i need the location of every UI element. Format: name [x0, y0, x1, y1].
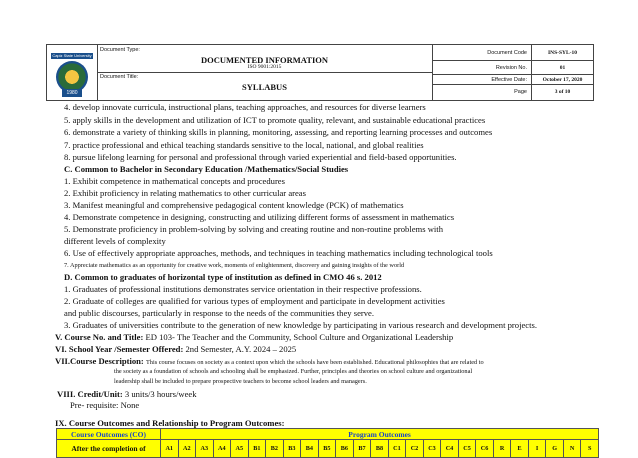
- program-outcome-col: B1: [248, 440, 266, 458]
- course-description-label: VII.Course Description:: [55, 356, 144, 366]
- document-type: DOCUMENTED INFORMATION: [200, 55, 329, 65]
- credit-label: VIII. Credit/Unit:: [57, 389, 123, 399]
- meta-key: Page: [432, 85, 532, 100]
- program-outcome-col: C3: [423, 440, 441, 458]
- document-title: SYLLABUS: [242, 82, 287, 92]
- divider: [97, 72, 432, 73]
- outcome-line: 6. Use of effectively appropriate approaches, methods, and techniques in teaching mathematics including technological tools: [64, 248, 493, 258]
- program-outcome-col: A3: [196, 440, 214, 458]
- program-outcome-col: C2: [406, 440, 424, 458]
- school-year-label: VI. School Year /Semester Offered:: [55, 344, 184, 354]
- header-title-block: [97, 45, 433, 100]
- course-description-text: the society as a foundation of schools and schooling shall be emphasized. Further, principles and theories on school culture and organizational: [114, 368, 473, 375]
- outcome-line: 7. practice professional and ethical teaching standards sensitive to the local, national, and global realities: [64, 140, 424, 150]
- section-heading-c: C. Common to Bachelor in Secondary Education /Mathematics/Social Studies: [64, 164, 349, 174]
- outcome-line: 5. apply skills in the development and utilization of ICT to promote quality, relevant, and sustainable educational practices: [64, 115, 486, 125]
- course-title-label: V. Course No. and Title:: [55, 332, 144, 342]
- school-year-value: 2nd Semester, A.Y. 2024 – 2025: [183, 344, 297, 354]
- outcome-line: 1. Exhibit competence in mathematical concepts and procedures: [64, 176, 285, 186]
- program-outcome-col: B3: [283, 440, 301, 458]
- prerequisite: Pre- requisite: None: [70, 400, 140, 410]
- program-outcome-col: E: [511, 440, 529, 458]
- program-outcome-col: C5: [458, 440, 476, 458]
- logo-banner: Capiz State University: [52, 53, 92, 58]
- outcome-line: 7. Appreciate mathematics as an opportunity for creative work, moments of enlightenment, discovery and gaining insights of the world: [64, 262, 405, 269]
- document-title-label: Document Title:: [100, 74, 139, 80]
- program-outcome-col: B4: [301, 440, 319, 458]
- outcome-line: 2. Exhibit proficiency in relating mathematics to other curricular areas: [64, 188, 306, 198]
- outcome-line: 4. Demonstrate competence in designing, constructing and utilizing different forms of assessment in mathematics: [64, 212, 455, 222]
- row-label: After the completion of: [57, 440, 161, 458]
- program-outcome-col: G: [546, 440, 564, 458]
- program-outcomes-header: Program Outcomes: [161, 429, 599, 440]
- program-outcome-col: A1: [161, 440, 179, 458]
- logo-year: 1980: [62, 89, 82, 97]
- course-title-value: ED 103- The Teacher and the Community, School Culture and Organizational Leadership: [143, 332, 454, 342]
- meta-value: 01: [559, 65, 566, 71]
- meta-value: INS-SYL-10: [547, 50, 578, 56]
- iso-standard: ISO 9001:2015: [247, 64, 282, 70]
- meta-row: [432, 75, 593, 85]
- credit-value: 3 units/3 hours/week: [122, 389, 197, 399]
- university-logo: [47, 45, 98, 100]
- outcome-line: 2. Graduate of colleges are qualified for various types of employment and participate in development activities: [64, 296, 445, 306]
- meta-value: October 17, 2020: [542, 77, 583, 83]
- program-outcome-col: C6: [476, 440, 494, 458]
- program-outcome-col: A5: [231, 440, 249, 458]
- meta-key: Effective Date:: [432, 75, 532, 84]
- meta-row: [432, 85, 593, 100]
- course-description-text: leadership shall be included to prepare prospective teachers to become school leaders and managers.: [114, 378, 367, 385]
- program-outcome-col: R: [493, 440, 511, 458]
- program-outcome-col: B2: [266, 440, 284, 458]
- school-year-line: [55, 344, 296, 354]
- course-outcomes-header: Course Outcomes (CO): [57, 429, 161, 440]
- program-outcome-col: A2: [178, 440, 196, 458]
- program-outcome-col: B5: [318, 440, 336, 458]
- outcome-line: 5. Demonstrate proficiency in problem-solving by solving and creating routine and non-routine problems with: [64, 224, 443, 234]
- meta-row: [432, 61, 593, 75]
- outcome-line: 1. Graduates of professional institutions demonstrates service orientation in their respective professions.: [64, 284, 422, 294]
- section-heading-ix: IX. Course Outcomes and Relationship to Program Outcomes:: [55, 418, 285, 428]
- program-outcome-col: I: [528, 440, 546, 458]
- credit-line: [57, 389, 197, 399]
- document-header: [46, 44, 594, 101]
- meta-value: 3 of 10: [554, 89, 571, 95]
- course-title-line: [55, 332, 453, 342]
- program-outcome-col: B8: [371, 440, 389, 458]
- table-header-row: [57, 429, 599, 440]
- program-outcome-col: A4: [213, 440, 231, 458]
- outcomes-table: [56, 428, 599, 458]
- program-outcome-col: B6: [336, 440, 354, 458]
- program-outcome-col: N: [563, 440, 581, 458]
- document-meta: [432, 45, 593, 100]
- course-description-text: This course focuses on society as a context upon which the schools have been established. Educational philosophies that are related to: [145, 359, 484, 366]
- program-outcome-col: C4: [441, 440, 459, 458]
- meta-key: Document Code: [432, 45, 532, 60]
- program-outcome-col: C1: [388, 440, 406, 458]
- section-heading-d: D. Common to graduates of horizontal type of institution as defined in CMO 46 s. 2012: [64, 272, 382, 282]
- table-row: [57, 440, 599, 458]
- outcome-line: 8. pursue lifelong learning for personal and professional through varied experiential and field-based opportunities.: [64, 152, 457, 162]
- outcome-line: 4. develop innovate curricula, instructional plans, teaching approaches, and resources for diverse learners: [64, 102, 426, 112]
- outcome-line: 6. demonstrate a variety of thinking skills in planning, monitoring, assessing, and reporting learning processes and outcomes: [64, 127, 493, 137]
- meta-row: [432, 45, 593, 61]
- program-outcome-col: S: [581, 440, 599, 458]
- outcome-line: 3. Graduates of universities contribute to the generation of new knowledge by participating in various research and development projects.: [64, 320, 537, 330]
- document-type-label: Document Type:: [100, 47, 140, 53]
- outcome-line: 3. Manifest meaningful and comprehensive pedagogical content knowledge (PCK) of mathematics: [64, 200, 404, 210]
- outcome-line: different levels of complexity: [64, 236, 166, 246]
- meta-key: Revision No.: [432, 61, 532, 74]
- program-outcome-col: B7: [353, 440, 371, 458]
- outcome-line: and public discourses, particularly in response to the needs of the communities they serve.: [64, 308, 375, 318]
